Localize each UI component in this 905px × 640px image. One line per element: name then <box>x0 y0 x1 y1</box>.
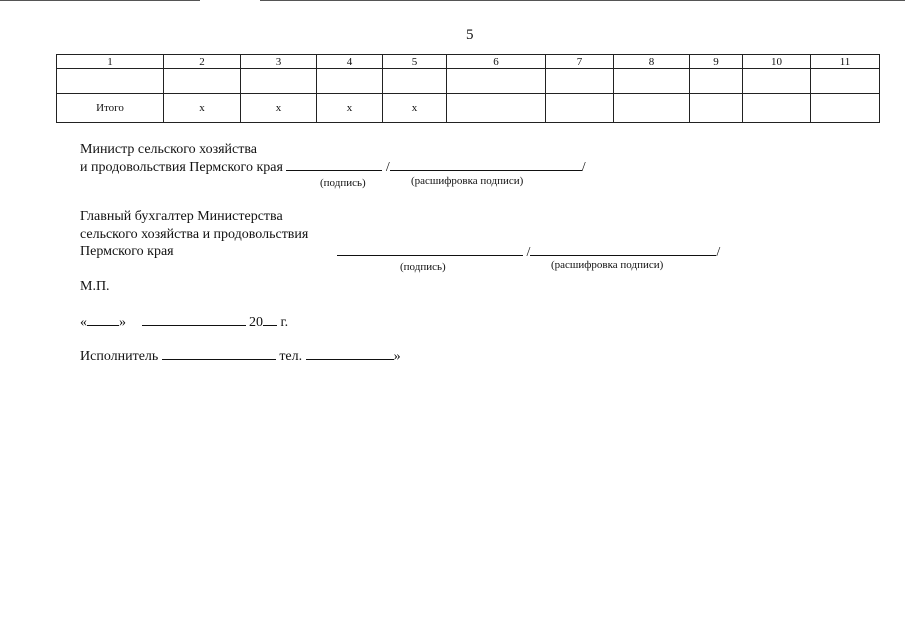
minister-title-line2: и продовольствия Пермского края <box>80 160 283 175</box>
date-line <box>80 313 288 331</box>
col-header: 3 <box>241 55 317 69</box>
total-cell <box>743 94 811 123</box>
total-cell <box>447 94 546 123</box>
minister-signature-line <box>80 158 586 176</box>
accountant-title-line1: Главный бухгалтер Министерства <box>80 209 283 224</box>
year-field[interactable] <box>263 313 277 326</box>
minister-decode-caption: (расшифровка подписи) <box>411 175 524 187</box>
date-close-quote: » <box>119 315 126 330</box>
page-top-border <box>0 0 905 1</box>
executor-line <box>80 347 401 365</box>
col-header: 10 <box>743 55 811 69</box>
executor-name-field[interactable] <box>162 347 276 360</box>
table-cell <box>690 69 743 94</box>
table-cell <box>614 69 690 94</box>
table-cell <box>383 69 447 94</box>
total-cell: х <box>241 94 317 123</box>
total-cell: х <box>164 94 241 123</box>
executor-close-quote: » <box>393 349 401 364</box>
total-cell <box>690 94 743 123</box>
accountant-sign-caption: (подпись) <box>400 261 446 273</box>
page-number: 5 <box>466 27 474 43</box>
executor-label: Исполнитель <box>80 349 159 364</box>
accountant-decode-field[interactable] <box>530 243 716 256</box>
table-cell <box>546 69 614 94</box>
accountant-decode-caption: (расшифровка подписи) <box>551 259 664 271</box>
accountant-end-slash: / <box>716 245 721 260</box>
minister-decode-field[interactable] <box>390 158 582 171</box>
table-header-row <box>57 55 880 69</box>
col-header: 6 <box>447 55 546 69</box>
accountant-slash: / <box>526 245 531 260</box>
table-row <box>57 69 880 94</box>
minister-title-line1: Министр сельского хозяйства <box>80 142 257 157</box>
minister-end-slash: / <box>581 160 586 175</box>
accountant-title-line3: Пермского края <box>80 244 174 259</box>
minister-signature-field[interactable] <box>286 158 382 171</box>
accountant-title-line2: сельского хозяйства и продовольствия <box>80 227 309 242</box>
year-suffix: г. <box>280 315 289 330</box>
month-field[interactable] <box>142 313 246 326</box>
col-header: 1 <box>57 55 164 69</box>
table-cell <box>811 69 880 94</box>
total-label: Итого <box>57 94 164 123</box>
table-cell <box>317 69 383 94</box>
table-total-row <box>57 94 880 123</box>
year-prefix: 20 <box>249 315 263 330</box>
date-open-quote: « <box>80 315 87 330</box>
total-cell: х <box>383 94 447 123</box>
page-top-border-gap <box>200 0 260 1</box>
table-cell <box>57 69 164 94</box>
table-cell <box>447 69 546 94</box>
report-table <box>56 54 880 123</box>
col-header: 2 <box>164 55 241 69</box>
total-cell: х <box>317 94 383 123</box>
table-cell <box>164 69 241 94</box>
col-header: 11 <box>811 55 880 69</box>
day-field[interactable] <box>87 313 119 326</box>
minister-slash: / <box>385 160 390 175</box>
col-header: 4 <box>317 55 383 69</box>
col-header: 8 <box>614 55 690 69</box>
minister-sign-caption: (подпись) <box>320 177 366 189</box>
col-header: 9 <box>690 55 743 69</box>
accountant-signature-field[interactable] <box>337 243 523 256</box>
table-cell <box>743 69 811 94</box>
phone-field[interactable] <box>306 347 394 360</box>
total-cell <box>811 94 880 123</box>
phone-label: тел. <box>279 349 303 364</box>
stamp-label: М.П. <box>80 279 110 294</box>
col-header: 7 <box>546 55 614 69</box>
col-header: 5 <box>383 55 447 69</box>
total-cell <box>546 94 614 123</box>
total-cell <box>614 94 690 123</box>
table-cell <box>241 69 317 94</box>
